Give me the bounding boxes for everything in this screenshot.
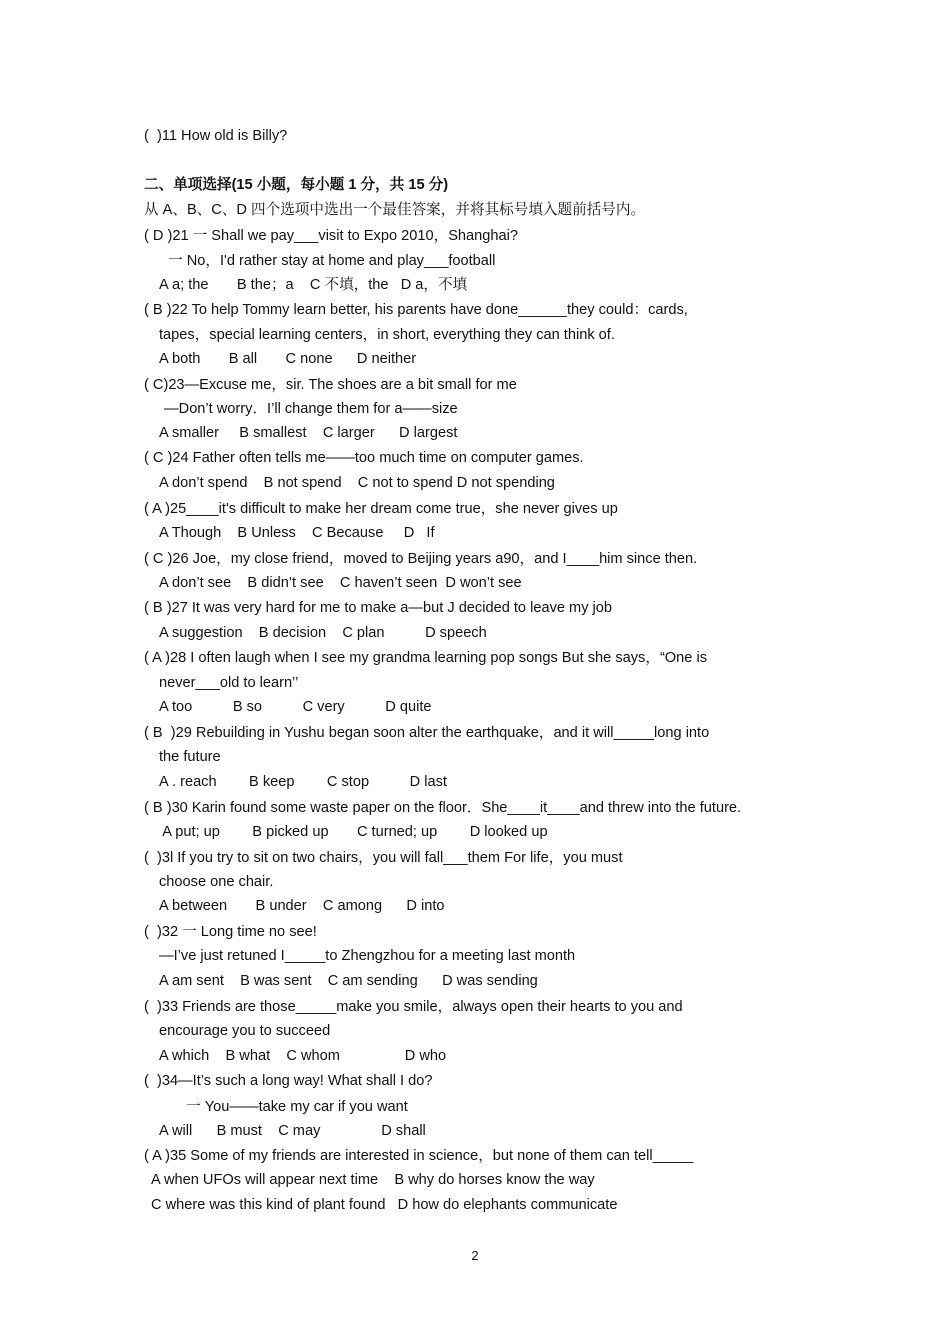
q29-stem: ( B )29 Rebuilding in Yushu began soon alter the earthquake，and it will_____long into — [144, 725, 710, 741]
question-11: ( )11 How old is Billy? — [144, 128, 288, 144]
q28-stem-cont: never___old to learn’’ — [159, 675, 299, 691]
q34-stem: ( )34—It’s such a long way! What shall I do? — [144, 1073, 433, 1089]
q21-reply: 一 No，I'd rather stay at home and play___football — [160, 253, 496, 269]
q21-stem: ( D )21 一 Shall we pay___visit to Expo 2010，Shanghai? — [144, 228, 518, 244]
q25-stem: ( A )25____it's difficult to make her dream come true，she never gives up — [144, 501, 618, 517]
q34-reply: 一 You——take my car if you want — [178, 1099, 408, 1115]
q30-options: A put; up B picked up C turned; up D looked up — [159, 824, 548, 840]
q22-stem-cont: tapes，special learning centers，in short, everything they can think of. — [159, 327, 615, 343]
section-title: 二、单项选择(15 小题，每小题 1 分，共 15 分) — [144, 177, 449, 193]
q21-options: A a; the B the；a C 不填，the D a，不填 — [159, 277, 468, 293]
q23-stem: ( C)23—Excuse me，sir. The shoes are a bit small for me — [144, 377, 517, 393]
q23-reply: —Don’t worry．I’ll change them for a——size — [160, 401, 458, 417]
q33-stem: ( )33 Friends are those_____make you smile，always open their hearts to you and — [144, 999, 683, 1015]
q32-options: A am sent B was sent C am sending D was sending — [159, 973, 538, 989]
q26-options: A don’t see B didn’t see C haven’t seen D won’t see — [159, 575, 522, 591]
q33-stem-cont: encourage you to succeed — [159, 1023, 331, 1039]
q33-options: A which B what C whom D who — [159, 1048, 447, 1064]
q28-stem: ( A )28 I often laugh when I see my grandma learning pop songs But she says，“One is — [144, 650, 707, 666]
section-instruction: 从 A、B、C、D 四个选项中选出一个最佳答案，并将其标号填入题前括号内。 — [144, 202, 646, 218]
q35-options-cd: C where was this kind of plant found D how do elephants communicate — [151, 1197, 618, 1213]
q22-stem: ( B )22 To help Tommy learn better, his parents have done______they could：cards, — [144, 302, 688, 318]
q27-stem: ( B )27 It was very hard for me to make a—but J decided to leave my job — [144, 600, 613, 616]
page-number: 2 — [471, 1248, 479, 1263]
q30-stem: ( B )30 Karin found some waste paper on the floor．She____it____and threw into the future. — [144, 800, 742, 816]
q31-options: A between B under C among D into — [159, 898, 445, 914]
q22-options: A both B all C none D neither — [159, 351, 417, 367]
q31-stem: ( )3l If you try to sit on two chairs，you will fall___them For life，you must — [144, 850, 623, 866]
q29-stem-cont: the future — [159, 749, 221, 765]
q24-options: A don’t spend B not spend C not to spend D not spending — [159, 475, 555, 491]
q34-options: A will B must C may D shall — [159, 1123, 426, 1139]
q29-options: A . reach B keep C stop D last — [159, 774, 447, 790]
q31-stem-cont: choose one chair. — [159, 874, 274, 890]
q32-reply: —I’ve just retuned I_____to Zhengzhou for a meeting last month — [159, 948, 576, 964]
q32-stem: ( )32 一 Long time no see! — [144, 924, 317, 940]
q35-stem: ( A )35 Some of my friends are interested in science，but none of them can tell_____ — [144, 1148, 694, 1164]
q35-options-ab: A when UFOs will appear next time B why do horses know the way — [151, 1172, 595, 1188]
q28-options: A too B so C very D quite — [159, 699, 432, 715]
q25-options: A Though B Unless C Because D If — [159, 525, 435, 541]
q24-stem: ( C )24 Father often tells me——too much time on computer games. — [144, 450, 584, 466]
q26-stem: ( C )26 Joe，my close friend，moved to Beijing years a90，and I____him since then. — [144, 551, 698, 567]
q27-options: A suggestion B decision C plan D speech — [159, 625, 487, 641]
q23-options: A smaller B smallest C larger D largest — [159, 425, 458, 441]
